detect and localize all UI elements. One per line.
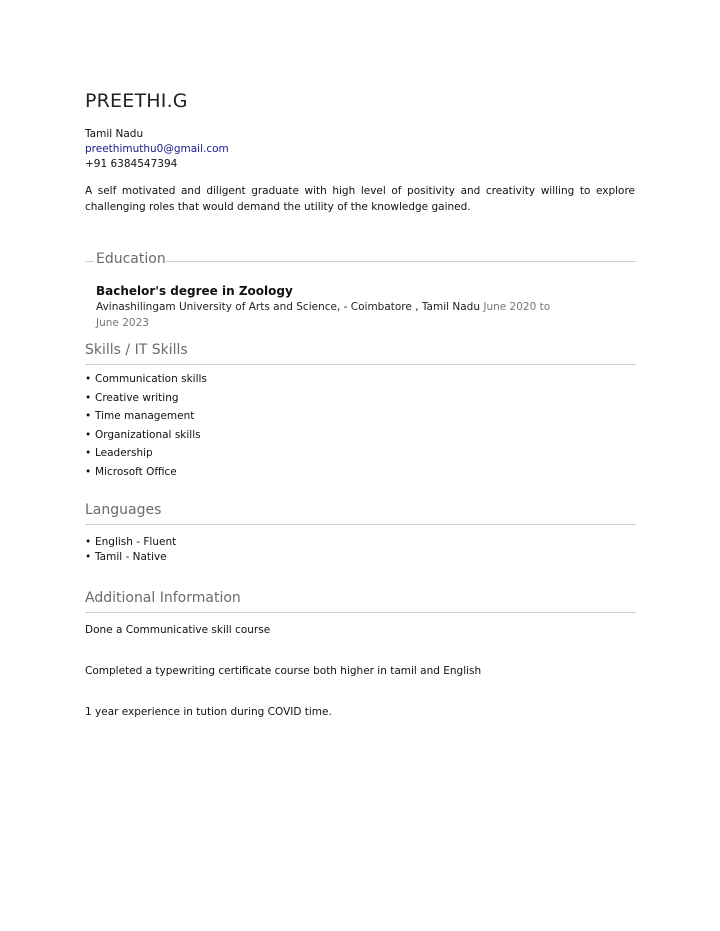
skill-label: Communication skills — [95, 373, 207, 385]
location: Tamil Nadu — [85, 128, 144, 140]
skill-label: Organizational skills — [95, 428, 201, 441]
skill-label: Time management — [95, 410, 195, 422]
bullet-icon: • — [85, 447, 92, 459]
summary-paragraph: A self motivated and diligent graduate with high level of positivity and creativity willing to explore challenging roles that would demand the utility of the knowledge gained. — [85, 185, 635, 213]
skills-rule — [85, 364, 636, 365]
language-label: English - Fluent — [95, 536, 177, 548]
education-rule-left — [85, 261, 94, 262]
bullet-icon: • — [85, 465, 92, 478]
list-item — [85, 372, 207, 391]
bullet-icon: • — [85, 551, 92, 563]
degree-title: Bachelor's degree in Zoology — [96, 284, 293, 298]
education-heading: Education — [96, 251, 166, 267]
bullet-icon: • — [85, 373, 92, 385]
phone-number: +91 6384547394 — [85, 158, 178, 170]
list-item — [85, 428, 207, 447]
email-link[interactable]: preethimuthu0@gmail.com — [85, 143, 229, 155]
list-item — [85, 391, 207, 410]
skill-label: Microsoft Office — [95, 465, 177, 478]
list-item — [85, 409, 207, 428]
bullet-icon: • — [85, 536, 92, 548]
list-item — [85, 535, 176, 550]
list-item — [85, 465, 207, 484]
additional-item: Completed a typewriting certificate course both higher in tamil and English — [85, 665, 482, 677]
education-details — [96, 299, 576, 331]
list-item — [85, 446, 207, 465]
institution: Avinashilingam University of Arts and Science, - Coimbatore , Tamil Nadu — [96, 301, 480, 313]
languages-heading: Languages — [85, 502, 162, 518]
education-dates: June 2020 to June 2023 — [96, 301, 551, 329]
skill-label: Leadership — [95, 447, 153, 459]
additional-heading: Additional Information — [85, 590, 241, 606]
skills-list — [85, 372, 207, 483]
candidate-name: PREETHI.G — [85, 90, 188, 112]
list-item — [85, 550, 176, 565]
additional-item: Done a Communicative skill course — [85, 624, 271, 636]
bullet-icon: • — [85, 428, 92, 441]
language-label: Tamil - Native — [95, 551, 167, 563]
skills-heading: Skills / IT Skills — [85, 342, 188, 358]
languages-rule — [85, 524, 636, 525]
languages-list — [85, 535, 176, 565]
additional-item: 1 year experience in tution during COVID time. — [85, 706, 332, 718]
bullet-icon: • — [85, 410, 92, 422]
additional-rule — [85, 612, 636, 613]
skill-label: Creative writing — [95, 391, 179, 404]
education-rule-right — [166, 261, 636, 262]
bullet-icon: • — [85, 391, 92, 404]
